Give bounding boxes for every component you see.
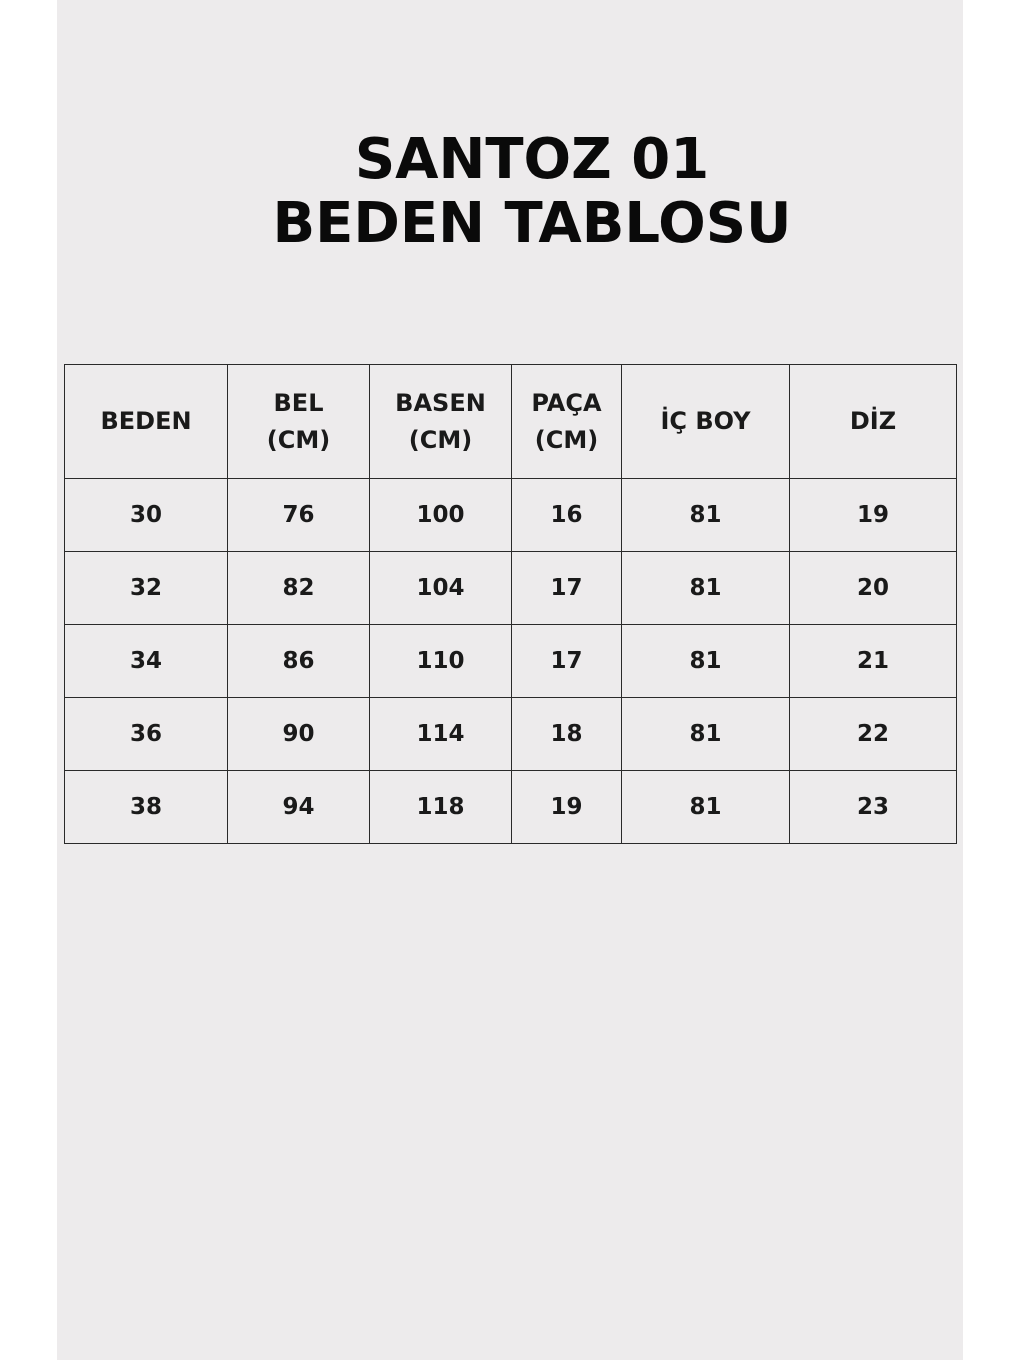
header-diz-line1: DİZ <box>849 407 897 435</box>
cell-beden: 34 <box>65 625 228 698</box>
table-row <box>65 698 957 771</box>
header-bel-line1: BEL <box>273 388 324 417</box>
table-row <box>65 552 957 625</box>
header-ic-boy <box>622 365 790 479</box>
table-row <box>65 771 957 844</box>
cell-beden: 38 <box>65 771 228 844</box>
cell-basen: 110 <box>370 625 512 698</box>
table-row <box>65 479 957 552</box>
cell-diz: 23 <box>790 771 957 844</box>
cell-paca: 17 <box>512 552 622 625</box>
cell-beden: 30 <box>65 479 228 552</box>
cell-basen: 118 <box>370 771 512 844</box>
title-line-2: BEDEN TABLOSU <box>272 191 792 256</box>
cell-paca: 18 <box>512 698 622 771</box>
cell-diz: 19 <box>790 479 957 552</box>
cell-paca: 16 <box>512 479 622 552</box>
cell-diz: 20 <box>790 552 957 625</box>
cell-basen: 100 <box>370 479 512 552</box>
header-basen <box>370 365 512 479</box>
cell-paca: 19 <box>512 771 622 844</box>
title-line-1: SANTOZ 01 <box>354 127 710 192</box>
cell-bel: 90 <box>228 698 370 771</box>
cell-paca: 17 <box>512 625 622 698</box>
cell-bel: 82 <box>228 552 370 625</box>
size-chart-page <box>57 0 963 1360</box>
cell-ic-boy: 81 <box>622 698 790 771</box>
cell-bel: 86 <box>228 625 370 698</box>
header-beden <box>65 365 228 479</box>
header-ic-boy-line1: İÇ BOY <box>660 407 751 435</box>
table-row <box>65 625 957 698</box>
size-table <box>64 364 957 844</box>
header-bel-line2: (CM) <box>266 425 331 454</box>
header-paca <box>512 365 622 479</box>
cell-ic-boy: 81 <box>622 552 790 625</box>
cell-beden: 32 <box>65 552 228 625</box>
cell-diz: 21 <box>790 625 957 698</box>
page-title <box>57 128 1007 256</box>
cell-ic-boy: 81 <box>622 625 790 698</box>
cell-ic-boy: 81 <box>622 479 790 552</box>
table-header-row <box>65 365 957 479</box>
header-paca-line1: PAÇA <box>531 388 602 417</box>
header-bel <box>228 365 370 479</box>
cell-diz: 22 <box>790 698 957 771</box>
header-diz <box>790 365 957 479</box>
header-basen-line2: (CM) <box>408 425 473 454</box>
cell-bel: 94 <box>228 771 370 844</box>
cell-ic-boy: 81 <box>622 771 790 844</box>
cell-basen: 114 <box>370 698 512 771</box>
header-basen-line1: BASEN <box>395 388 486 417</box>
header-paca-line2: (CM) <box>534 425 599 454</box>
cell-beden: 36 <box>65 698 228 771</box>
header-beden-line1: BEDEN <box>100 407 192 435</box>
cell-basen: 104 <box>370 552 512 625</box>
cell-bel: 76 <box>228 479 370 552</box>
